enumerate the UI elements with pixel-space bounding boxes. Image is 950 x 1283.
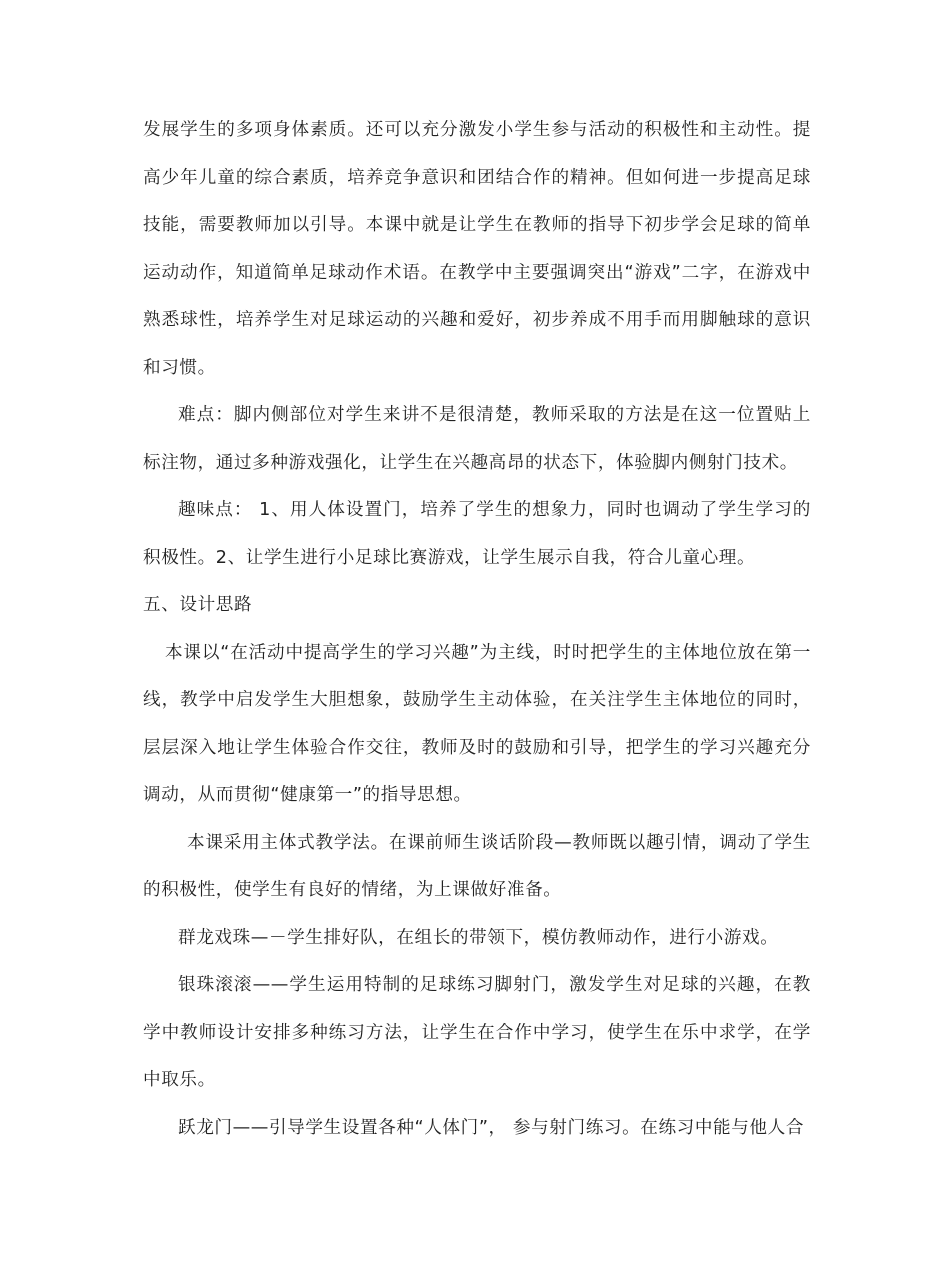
paragraph-game-2: 银珠滚滚——学生运用特制的足球练习脚射门，激发学生对足球的兴趣，在教学中教师设计安排多种练习方法，让学生在合作中学习，使学生在乐中求学，在学中取乐。	[143, 975, 811, 1090]
paragraph-game-1: 群龙戏珠—－学生排好队，在组长的带领下，模仿教师动作，进行小游戏。	[178, 927, 779, 948]
section-heading-design: 五、设计思路	[143, 595, 253, 615]
paragraph-fun-points: 趣味点： 1、用人体设置门，培养了学生的想象力，同时也调动了学生学习的积极性。2、让学生进行小足球比赛游戏，让学生展示自我，符合儿童心理。	[143, 500, 811, 568]
paragraph-difficulty: 难点：脚内侧部位对学生来讲不是很清楚，教师采取的方法是在这一位置贴上标注物，通过多种游戏强化，让学生在兴趣高昂的状态下，体验脚内侧射门技术。	[143, 405, 811, 473]
document-page	[143, 107, 811, 1152]
paragraph-game-3: 跃龙门——引导学生设置各种“人体门”， 参与射门练习。在练习中能与他人合	[178, 1117, 805, 1138]
paragraph-design-idea: 本课以“在活动中提高学生的学习兴趣”为主线，时时把学生的主体地位放在第一线，教学中启发学生大胆想象，鼓励学生主动体验，在关注学生主体地位的同时，层层深入地让学生体验合作交往，教师及时的鼓励和引导，把学生的学习兴趣充分调动，从而贯彻“健康第一”的指导思想。	[143, 642, 811, 805]
paragraph-intro: 发展学生的多项身体素质。还可以充分激发小学生参与活动的积极性和主动性。提高少年儿童的综合素质，培养竞争意识和团结合作的精神。但如何进一步提高足球技能，需要教师加以引导。本课中就是让学生在教师的指导下初步学会足球的简单运动动作，知道简单足球动作术语。在教学中主要强调突出“游戏”二字，在游戏中熟悉球性，培养学生对足球运动的兴趣和爱好，初步养成不用手而用脚触球的意识和习惯。	[143, 120, 811, 378]
paragraph-teaching-method: 本课采用主体式教学法。在课前师生谈话阶段—教师既以趣引情，调动了学生的积极性，使学生有良好的情绪，为上课做好准备。	[143, 832, 811, 900]
